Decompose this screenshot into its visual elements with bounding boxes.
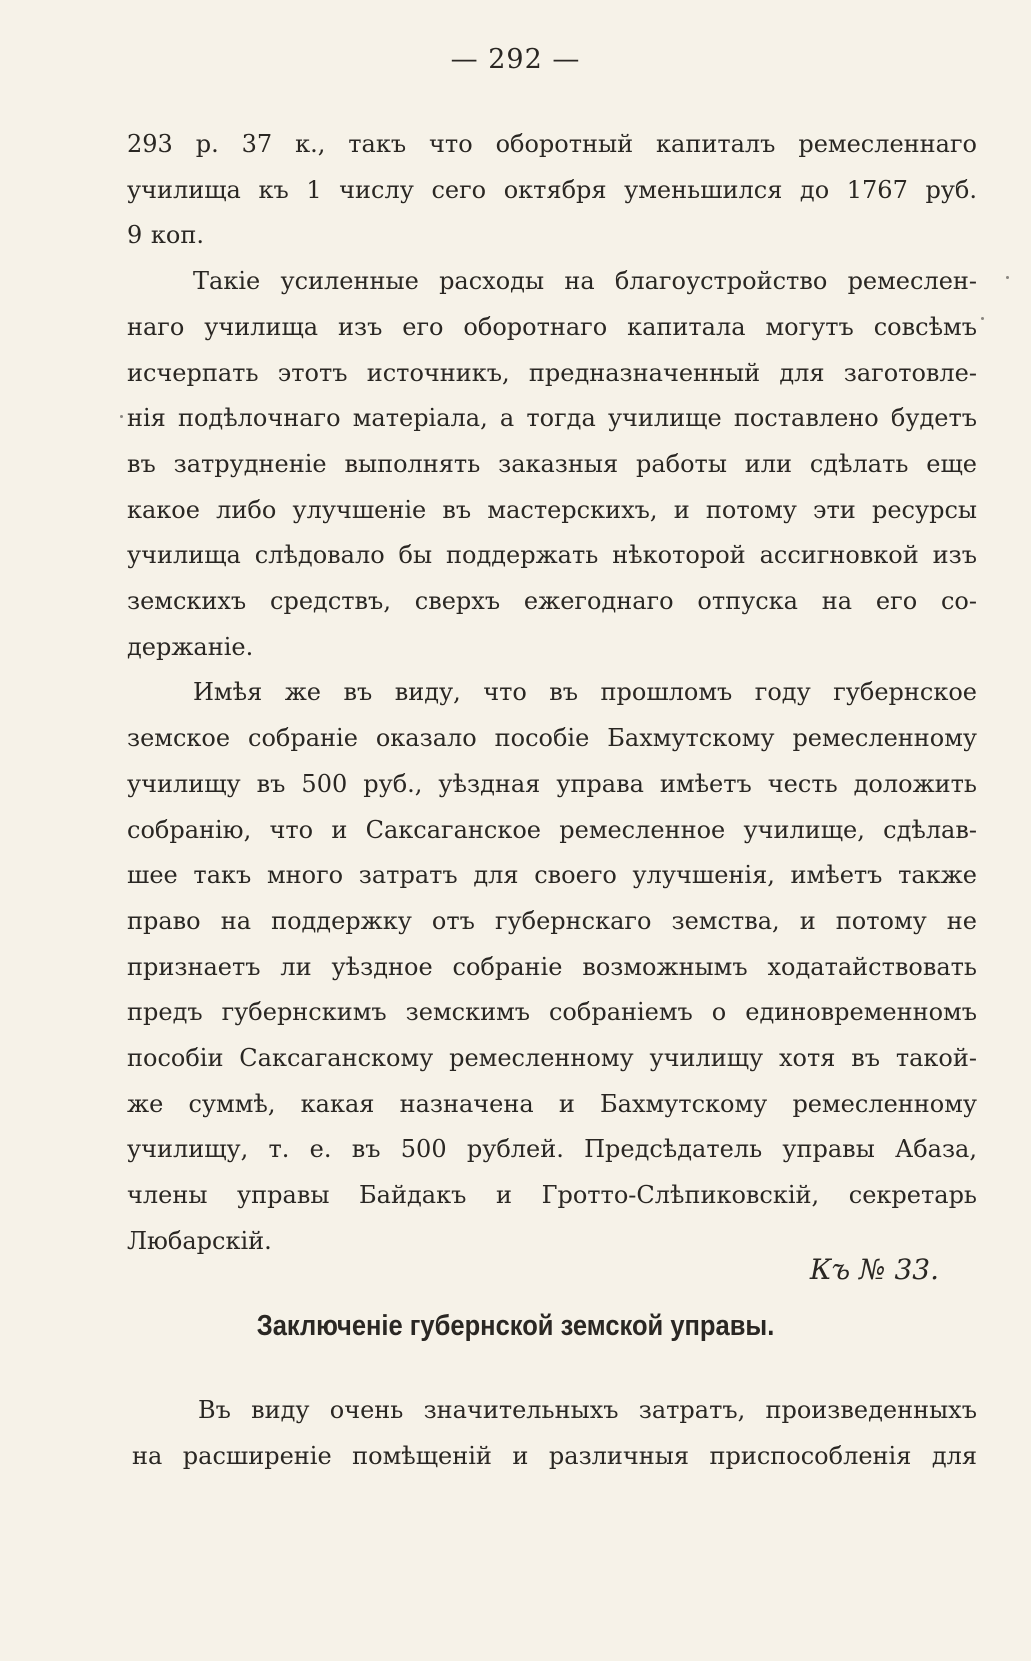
text-line: училища слѣдовало бы поддержать нѣкоторой ассигновкой изъ	[127, 541, 977, 570]
text-line: 9 коп.	[127, 221, 204, 250]
text-line: шее такъ много затратъ для своего улучшенія, имѣетъ также	[127, 861, 977, 890]
text-line: собранію, что и Саксаганское ремесленное училище, сдѣлав-	[127, 815, 977, 844]
text-line: какое либо улучшеніе въ мастерскихъ, и потому эти ресурсы	[127, 495, 977, 524]
text-line: земскихъ средствъ, сверхъ ежегоднаго отпуска на его со-	[127, 587, 977, 616]
paragraph-3	[127, 670, 977, 1264]
paper-speck	[1006, 276, 1009, 279]
text-line: училища къ 1 числу сего октября уменьшился до 1767 руб.	[127, 175, 977, 204]
text-line: члены управы Байдакъ и Гротто-Слѣпиковскій, секретарь	[127, 1181, 977, 1210]
section-heading: Заключеніе губернской земской управы.	[256, 1310, 775, 1342]
section-reference: Къ № 33.	[809, 1253, 939, 1286]
text-line: въ затрудненіе выполнять заказныя работы или сдѣлать еще	[127, 449, 977, 478]
text-line: предъ губернскимъ земскимъ собраніемъ о единовременномъ	[127, 998, 977, 1027]
paragraph-2	[127, 259, 977, 670]
paragraph-1	[127, 122, 977, 259]
text-line: Любарскій.	[127, 1226, 272, 1255]
text-line: 293 р. 37 к., такъ что оборотный капиталъ ремесленнаго	[127, 130, 977, 158]
text-line: же суммѣ, какая назначена и Бахмутскому ремесленному	[127, 1089, 977, 1118]
text-line: исчерпать этотъ источникъ, предназначенный для заготовле-	[127, 358, 977, 387]
page-number: — 292 —	[450, 44, 581, 75]
body-text	[127, 122, 977, 1265]
text-line: нія подѣлочнаго матеріала, а тогда училище поставлено будетъ	[127, 404, 977, 433]
text-line: училищу, т. е. въ 500 рублей. Предсѣдатель управы Абаза,	[127, 1135, 977, 1164]
paper-speck	[120, 415, 123, 418]
text-line: держаніе.	[127, 632, 254, 661]
text-line: пособіи Саксаганскому ремесленному училищу хотя въ такой-	[127, 1044, 977, 1073]
text-line: наго училища изъ его оборотнаго капитала могутъ совсѣмъ	[127, 312, 977, 341]
paragraph-4	[132, 1388, 977, 1479]
text-line: на расширеніе помѣщеній и различныя приспособленія для	[132, 1441, 977, 1470]
text-line: Въ виду очень значительныхъ затратъ, произведенныхъ	[198, 1396, 977, 1424]
text-line: Такіе усиленные расходы на благоустройство ремеслен-	[193, 267, 977, 296]
text-line: право на поддержку отъ губернскаго земства, и потому не	[127, 906, 977, 935]
paper-speck	[981, 317, 984, 320]
text-line: признаетъ ли уѣздное собраніе возможнымъ ходатайствовать	[127, 952, 977, 981]
text-line: земское собраніе оказало пособіе Бахмутскому ремесленному	[127, 724, 977, 753]
text-line: училищу въ 500 руб., уѣздная управа имѣетъ честь доложить	[127, 769, 977, 798]
text-line: Имѣя же въ виду, что въ прошломъ году губернское	[193, 678, 977, 707]
